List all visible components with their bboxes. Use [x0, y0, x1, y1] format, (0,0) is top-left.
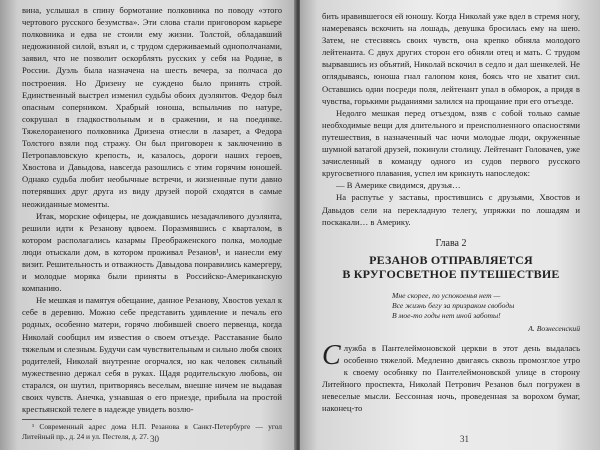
epigraph-line-2: Все жизнь бегу за призраком свободы [392, 300, 515, 310]
right-page-text [322, 10, 580, 228]
epigraph [392, 291, 580, 334]
page-number-right: 31 [460, 434, 469, 444]
page-number-left: 30 [150, 434, 159, 444]
left-paragraph-2: Итак, морские офицеры, не дождавшись незадачливого дуэлянта, решили идти к Резанову вдвоем. Поразмявшись с кварталом, в котором располагались казармы Преображенского полка, молодые люди отыскали дом, в котором проживал Резанов¹, и нанесли ему визит. Решительность и отважность Давыдова понравились камергеру, и молодые моряка были приняты в Российско-Американскую компанию. [22, 210, 282, 294]
right-page [300, 0, 600, 450]
left-paragraph-3: Не мешкая и памятуя обещание, данное Резанову, Хвостов уехал к себе в деревню. Можно себе представить удивление и печаль его родных, особенно матери, горячо любившей своего первенца, когда Николай сообщил им известия о своем отъезде. Расставание было тяжелым и слезным. Будучи сам чувствительным и сильно любя своих родителей, Николай внутренне огорчался, но как человек сильный мужественно держал себя в руках. Щадя родительскую любовь, он старался, он шутил, притворяясь веселым, внешне ничем не выдавая своих чувств. Анечка, узнавшая о его приезде, прибыла на простой крестьянской телеге в надежде увидеть возлю- [22, 295, 282, 415]
epigraph-author: А. Вознесенский [528, 323, 580, 333]
footnote: ¹ Современный адрес дома Н.П. Резанова в Санкт-Петербурге — угол Литейный пр., д. 24 и ул. Пестеля, д. 27. [22, 422, 282, 442]
drop-cap: С [322, 339, 341, 371]
chapter-first-paragraph [322, 339, 580, 415]
chapter-body [322, 339, 580, 415]
chapter-number: Глава 2 [435, 237, 467, 249]
epigraph-line-1: Мне скорее, по успокоенья нет — [392, 290, 501, 300]
chapter-title-line-1: РЕЗАНОВ ОТПРАВЛЯЕТСЯ [369, 252, 533, 267]
left-page-text [22, 4, 282, 415]
chapter-title [322, 253, 580, 281]
left-page [0, 0, 296, 450]
chapter-first-paragraph-text: лужба в Пантелеймоновской церкви в этот день выдалась особенно тяжелой. Медленно двигаясь сквозь промозглое утро к своему особняку по Пантелеймоновской улице в сторону Литейного проспекта, Николай Петрович Резанов был погружен в невеселые мысли. Бессонная ночь, проведенная за ворохом бумаг, наконец-то [322, 342, 580, 414]
epigraph-line-3: В мое-то годы нет иной заботы! [392, 310, 501, 320]
right-paragraph-3: На распутье у заставы, простившись с друзьями, Хвостов и Давыдов сели на перекладную телегу, упряжки по лошадям и поскакали… в Америку. [322, 192, 580, 227]
right-paragraph-1: бить нравившегося ей юношу. Когда Николай уже вдел в стремя ногу, намереваясь вскочить на лошадь, девушка бросилась ему на шею. Затем, не стесняясь своих чувств, она крепко обняла молодого лейтенанта. С двух других сторон его обняли отец и мать. С трудом вырвавшись из объятий, Николай вскочил в седло и дал шенкелей. Не оглядываясь, юноша гнал галопом коня, боясь что не хватит сил. Оставшись одни посреди поля, лейтенант упал в обморок, а придя в чувства, горькими рыданиями залился на прощание при его отъезде. [322, 11, 580, 106]
left-paragraph-1: вина, услышал в спину бормотание полковника по поводу «этого чертового русского безумства». Эти слова стали приговором карьере полковника и едва не стоили ему жизни. Толстой, обладавший недюжинной силой, взъял и, с трудом сдерживаемый однополчанами, заявил, что не позволит оскорблять русских у себя на Родине, в России. Дуэль была назначена на шесть вечера, за полчаса до построения. Но Дризену не суждено было принять строй. Единственный выстрел изменил судьбы обоих дуэлянтов. Федор был опасным соперником. Храбрый юноша, вспыльчив по натуре, сокрушал в гладкоствольным и в сражении, и на поединке. Тяжелораненого полковника Дризена отнесли в лазарет, а Федора Толстого взяли под стражу. Он был приговорен к заключению в Петропавловскую крепость, и, казалось, дороги наших героев, Хвостова и Давыдова, навсегда разошлись с этим горячим юношей. Однако судьба любит необычные встречи, и жизненные пути давно потерявших друг друга из виду друзей порой сходятся в самые неожиданные моменты. [22, 5, 282, 209]
chapter-title-line-2: В КРУГОСВЕТНОЕ ПУТЕШЕСТВИЕ [342, 266, 560, 281]
right-paragraph-2: Недолго мешкая перед отъездом, взяв с собой только самые необходимые вещи для длительного и преисполненного опасностями путешествия, в назначенный час ночи молодые люди, окруженные шумной ватагой друзей, покинули столицу. Лейтенант Головачев, уже зачисленный в команду одного из судов первого русского кругосветного плавания, успел им крикнуть напоследок: [322, 107, 580, 179]
right-quote-line: — В Америке свидимся, друзья… [336, 180, 461, 191]
footnote-rule [22, 419, 92, 420]
